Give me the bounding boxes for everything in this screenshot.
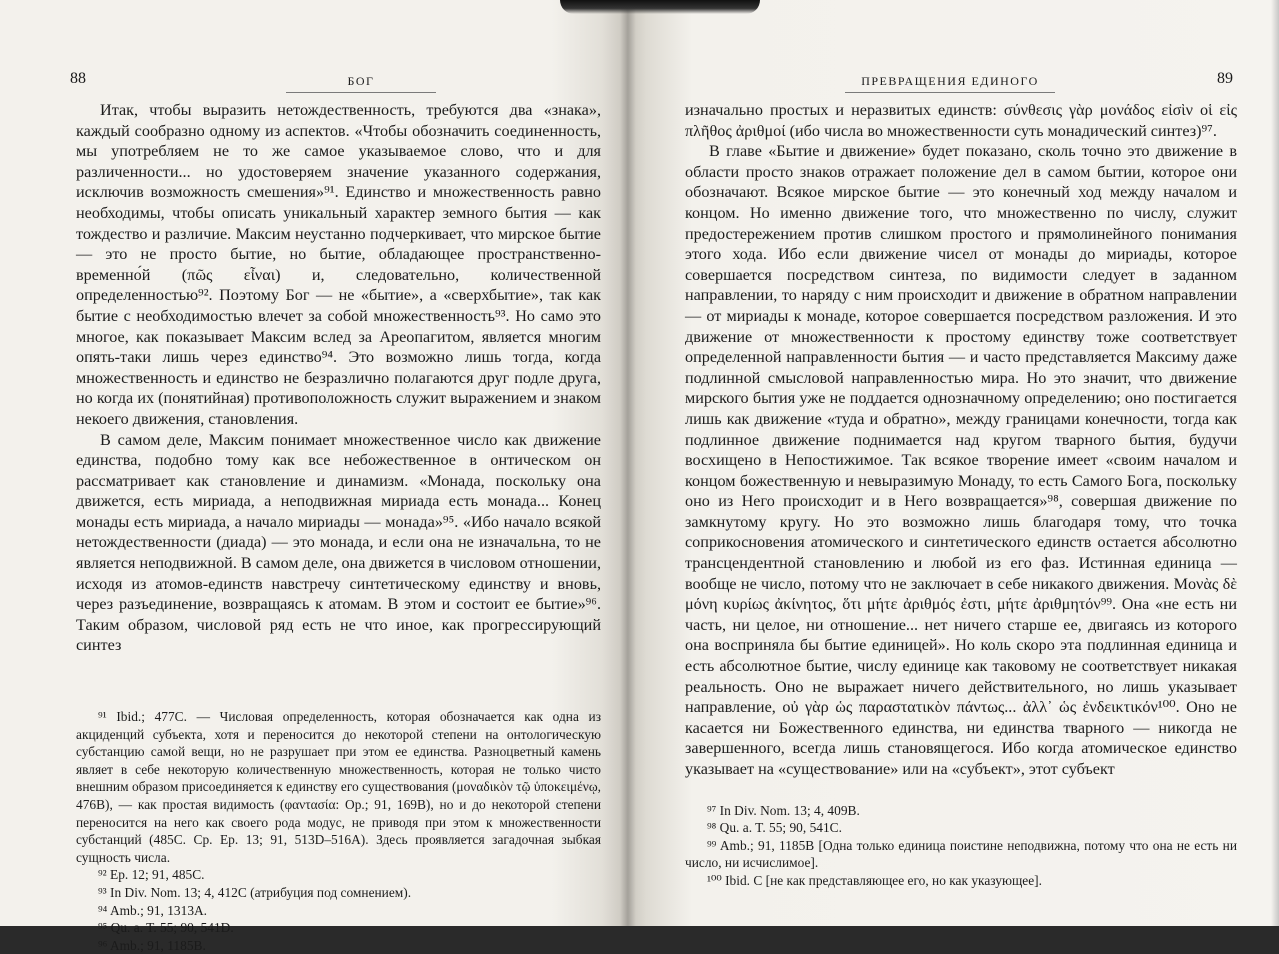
footnotes bbox=[685, 802, 1237, 890]
body-text bbox=[76, 100, 601, 656]
footnote: ⁹⁴ Amb.; 91, 1313A. bbox=[98, 902, 208, 918]
paragraph: В самом деле, Максим понимает множественное число как движение единства, подобно тому как все небожественное в онтическом он рассматривает как становление и динамизм. «Монада, поскольку она движется, есть мириада, а неподвижная мириада есть монада... Конец монады есть мириада, а начало мириады — монада»⁹⁵. «Ибо начало всякой нетождественности (диада) — это монада, и если она не изначальна, то не является неподвижной. В самом деле, она движется в числовом отношении, исходя из атомов-единств навстречу синтетическому единству и вновь, через разъединение, возвращаясь к атомам. В этом и состоит ее бытие»⁹⁶. Таким образом, числовой ряд есть не что иное, как прогрессирующий синтез bbox=[76, 430, 601, 655]
page-edge-shade bbox=[1271, 0, 1279, 926]
paragraph: В главе «Бытие и движение» будет показано, сколь точно это движение в области просто знаков отражает положение дел в самом бытии, которое они обозначают. Всякое мирское бытие — это конечный ход между началом и концом. Но именно движение того, что множественно по числу, служит предостережением против слишком простого и прямолинейного понимания этого хода. Ибо если движение чисел от монады до мириады, которое совершается посредством синтеза, по видимости следует в заданном направлении, то наряду с ним происходит и движение в обратном направлении — от мириады к монаде, которое совершается посредством разложения. И это движение от множественности к простому единству тоже соответствует определенной направленности бытия — и часто представляется Максиму даже подлинной смысловой направленностью мира. Но это значит, что движение мирского бытия уже не поддается однозначному определению; оно постигается лишь как движение «туда и обратно», между границами конечности, тогда как подлинное движение поднимается над кругом тварного бытия, будучи восхищено в Непостижимое. Так всякое творение имеет «своим началом и концом божественную и невыразимую Монаду, то есть Самого Бога, поскольку оно из Него происходит и в Него возвращается»⁹⁸, совершая движение по замкнутому кругу. Но это возможно лишь благодаря тому, что точка соприкосновения атомического и синтетического единств остается абсолютно трансцендентной становлению и любой из его фаз. Истинная единица — вообще не число, потому что не заключает в себе никакого движения. Μονὰς δὲ μόνη κυρίως ἀκίνητος, ὅτι μήτε ἀριθμός ἐστι, μήτε ἀριθμητόν⁹⁹. Она «не есть ни часть, ни целое, ни отношение... нет ничего старше ее, двигаясь из которого она восприняла бы бытие единицей». Но коль скоро эта подлинная единица и есть абсолютное бытие, числу единице как таковому не соответствует никакая реальность. Оно не выражает ничего действительного, но лишь указывает направление, οὐ γὰρ ὡς παραστατικὸν πάντως... ἀλλ᾽ ὡς ἐνδεικτικόν¹⁰⁰. Оно не касается ни Божественного единства, ни единства тварного — никогда не завершенного, всегда лишь становящегося. Ибо когда атомическое единство указывает на «существование» или на «субъект», этот субъект bbox=[685, 142, 1237, 778]
footnotes bbox=[76, 708, 601, 954]
footnote: ⁹³ In Div. Nom. 13; 4, 412C (атрибуция под сомнением). bbox=[98, 884, 412, 900]
spine-top bbox=[560, 0, 760, 14]
footnote: ⁹⁹ Amb.; 91, 1185B [Одна только единица поистине неподвижна, потому что она не есть ни число, ни исчислимое]. bbox=[685, 837, 1237, 871]
footnote: ¹⁰⁰ Ibid. C [не как представляющее его, но как указующее]. bbox=[707, 872, 1042, 888]
page-number: 88 bbox=[70, 70, 86, 87]
right-page-header bbox=[685, 70, 1237, 92]
body-text bbox=[685, 100, 1237, 780]
footnote: ⁹² Ep. 12; 91, 485C. bbox=[98, 867, 205, 883]
footnote: ⁹⁵ Qu. a. T. 55; 90, 541D. bbox=[98, 920, 234, 936]
paragraph: изначально простых и неразвитых единств: σύνθεσις γὰρ μονάδος εἰσὶν οἱ εἰς πλῆθος ἀριθμοί (ибо числа во множественности суть монадический синтез)⁹⁷. bbox=[685, 101, 1237, 140]
paragraph: Итак, чтобы выразить нетождественность, требуются два «знака», каждый сообразно одному из аспектов. «Чтобы обозначить соединенность, мы употребляем не то же самое указываемое слово, что и для различенности... но удостоверяем значение указанного содержания, исключив возможность смешения»⁹¹. Единство и множественность равно необходимы, чтобы описать уникальный характер земного бытия — как тождество и различие. Максим неустанно подчеркивает, что мирское бытие — это не просто бытие, но бытие, обладающее пространственно-временно́й (πῶς εἶναι) и, следовательно, количественной определенностью⁹². Поэтому Бог — не «бытие», а «сверхбытие», так как бытие с необходимостью влечет за собой множественность⁹³. Но само это многое, как показывает Максим вслед за Ареопагитом, является многим опять-таки лишь через единство⁹⁴. Это возможно лишь тогда, когда множественность и единство не безразлично полагаются друг подле друга, но когда их (понятийная) противоположность служит выражением и знаком некоего движения, становления. bbox=[76, 101, 601, 428]
gutter-shadow bbox=[620, 0, 636, 926]
right-page bbox=[627, 0, 1279, 926]
footnote: ⁹¹ Ibid.; 477C. — Числовая определенность, которая обозначается как одна из акциденций субъекта, хотя и переносится до некоторой степени на онтологическую субстанцию самой вещи, но не разрушает при этом ее единства. Разноцветный камень являет в себе некоторую количественную множественность, которая не только чисто внешним образом присоединяется к единству его существования (μοναδικὸν τῷ ὑποκειμένῳ, 476B), — как простая видимость (φαντασία: Op.; 91, 169B), но и до некоторой степени переносится на него как своего рода модус, не приводя при этом к множественности субстанций (485C. Ср. Ep. 13; 91, 513D–516A). Здесь проявляется загадочная зыбкая сущность числа. bbox=[76, 709, 601, 865]
footnote: ⁹⁷ In Div. Nom. 13; 4, 409B. bbox=[707, 802, 860, 818]
running-head: ПРЕВРАЩЕНИЯ ЕДИНОГО bbox=[845, 74, 1055, 93]
left-page bbox=[0, 0, 627, 953]
footnote: ⁹⁶ Amb.; 91, 1185B. bbox=[98, 937, 206, 953]
left-page-header bbox=[70, 70, 601, 92]
footnote: ⁹⁸ Qu. a. T. 55; 90, 541C. bbox=[707, 820, 842, 836]
page-number: 89 bbox=[1217, 70, 1233, 87]
running-head: БОГ bbox=[286, 74, 436, 93]
